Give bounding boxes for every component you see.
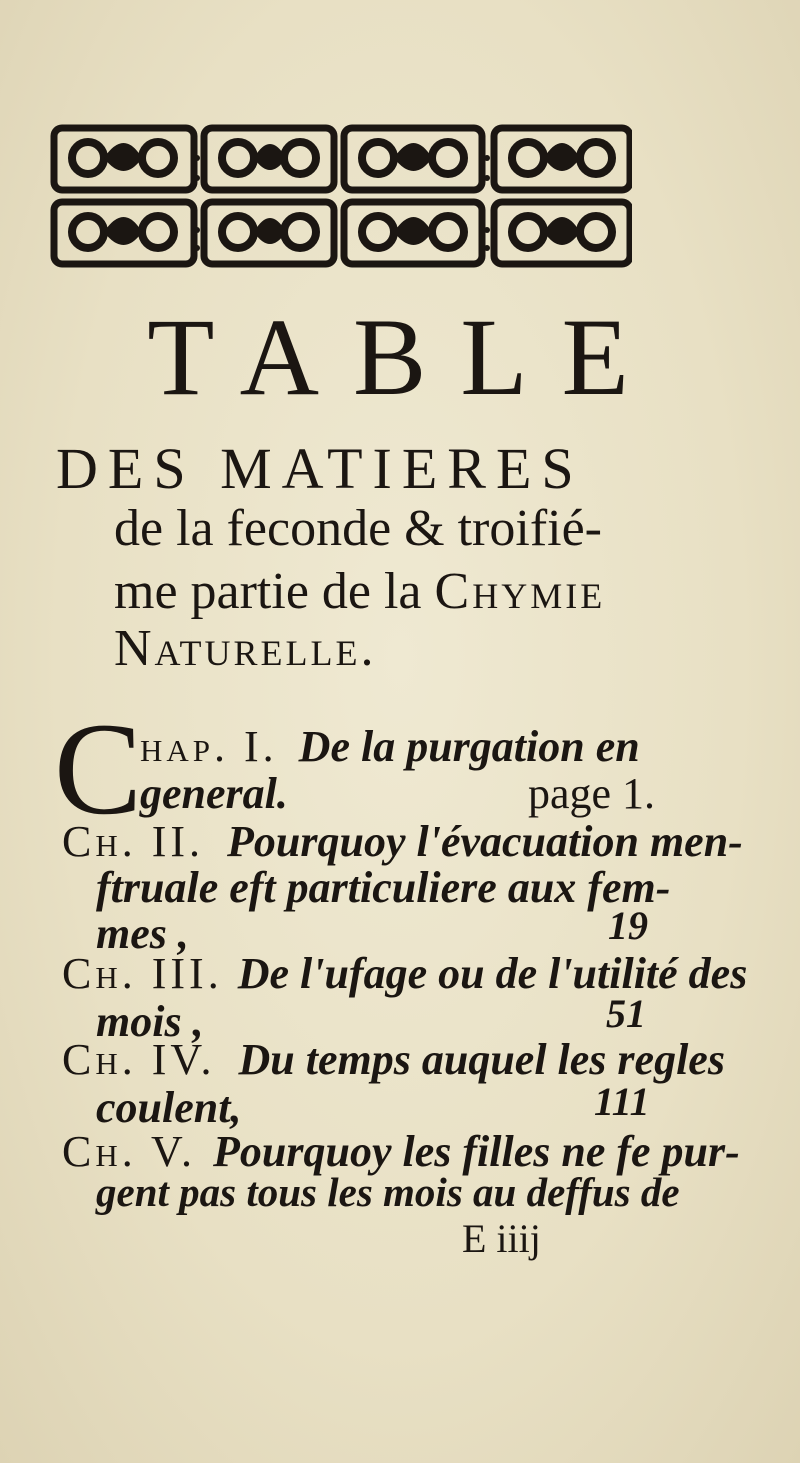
subtitle-line-4: Naturelle.	[114, 620, 377, 677]
toc-entry-1-line-1	[140, 722, 640, 771]
page-number: 111	[594, 1079, 650, 1124]
toc-entry-4-line-1	[62, 1035, 725, 1084]
page-number: page 1.	[528, 769, 656, 818]
subtitle-line-2: de la feconde & troifié-	[114, 500, 602, 557]
chapter-label: Ch. II.	[62, 817, 205, 866]
subtitle-line-3-text: me partie de la	[114, 563, 435, 620]
chapter-label: hap. I.	[140, 722, 278, 771]
toc-entry-4-line-2: coulent,	[96, 1083, 242, 1132]
chapter-label: Ch. III.	[62, 949, 223, 998]
page-number: 19	[608, 903, 648, 948]
toc-entry-5-line-1	[62, 1127, 740, 1176]
signature-mark: E iiij	[462, 1216, 541, 1261]
chapter-title: De la purgation en	[298, 722, 640, 771]
toc-entry-3-line-2: mois ,	[96, 997, 204, 1046]
toc-entry-2-line-2: ftruale eft particuliere aux fem-	[96, 863, 671, 912]
chapter-title: De l'ufage ou de l'utilité des	[237, 949, 748, 998]
chapter-label: Ch. V.	[62, 1127, 197, 1176]
page-title: TABLE	[147, 296, 663, 418]
page-number: 51	[606, 991, 646, 1036]
toc-entry-2-line-1	[62, 817, 743, 866]
chapter-label: Ch. IV.	[62, 1035, 216, 1084]
toc-entry-1-line-2: general.	[140, 769, 288, 818]
drop-cap: C	[54, 695, 143, 842]
chapter-title: Du temps auquel les regles	[238, 1035, 725, 1084]
subtitle-chymie: Chymie	[434, 563, 606, 620]
toc-entry-3-line-1	[62, 949, 748, 998]
chapter-title: Pourquoy l'évacuation men-	[227, 817, 743, 866]
subtitle-line-1: DES MATIERES	[56, 436, 584, 501]
toc-entry-5-line-2: gent pas tous les mois au deffus de	[96, 1169, 680, 1215]
toc-entry-2-line-3: mes ,	[96, 909, 189, 958]
chapter-title: Pourquoy les filles ne fe pur-	[213, 1127, 740, 1176]
